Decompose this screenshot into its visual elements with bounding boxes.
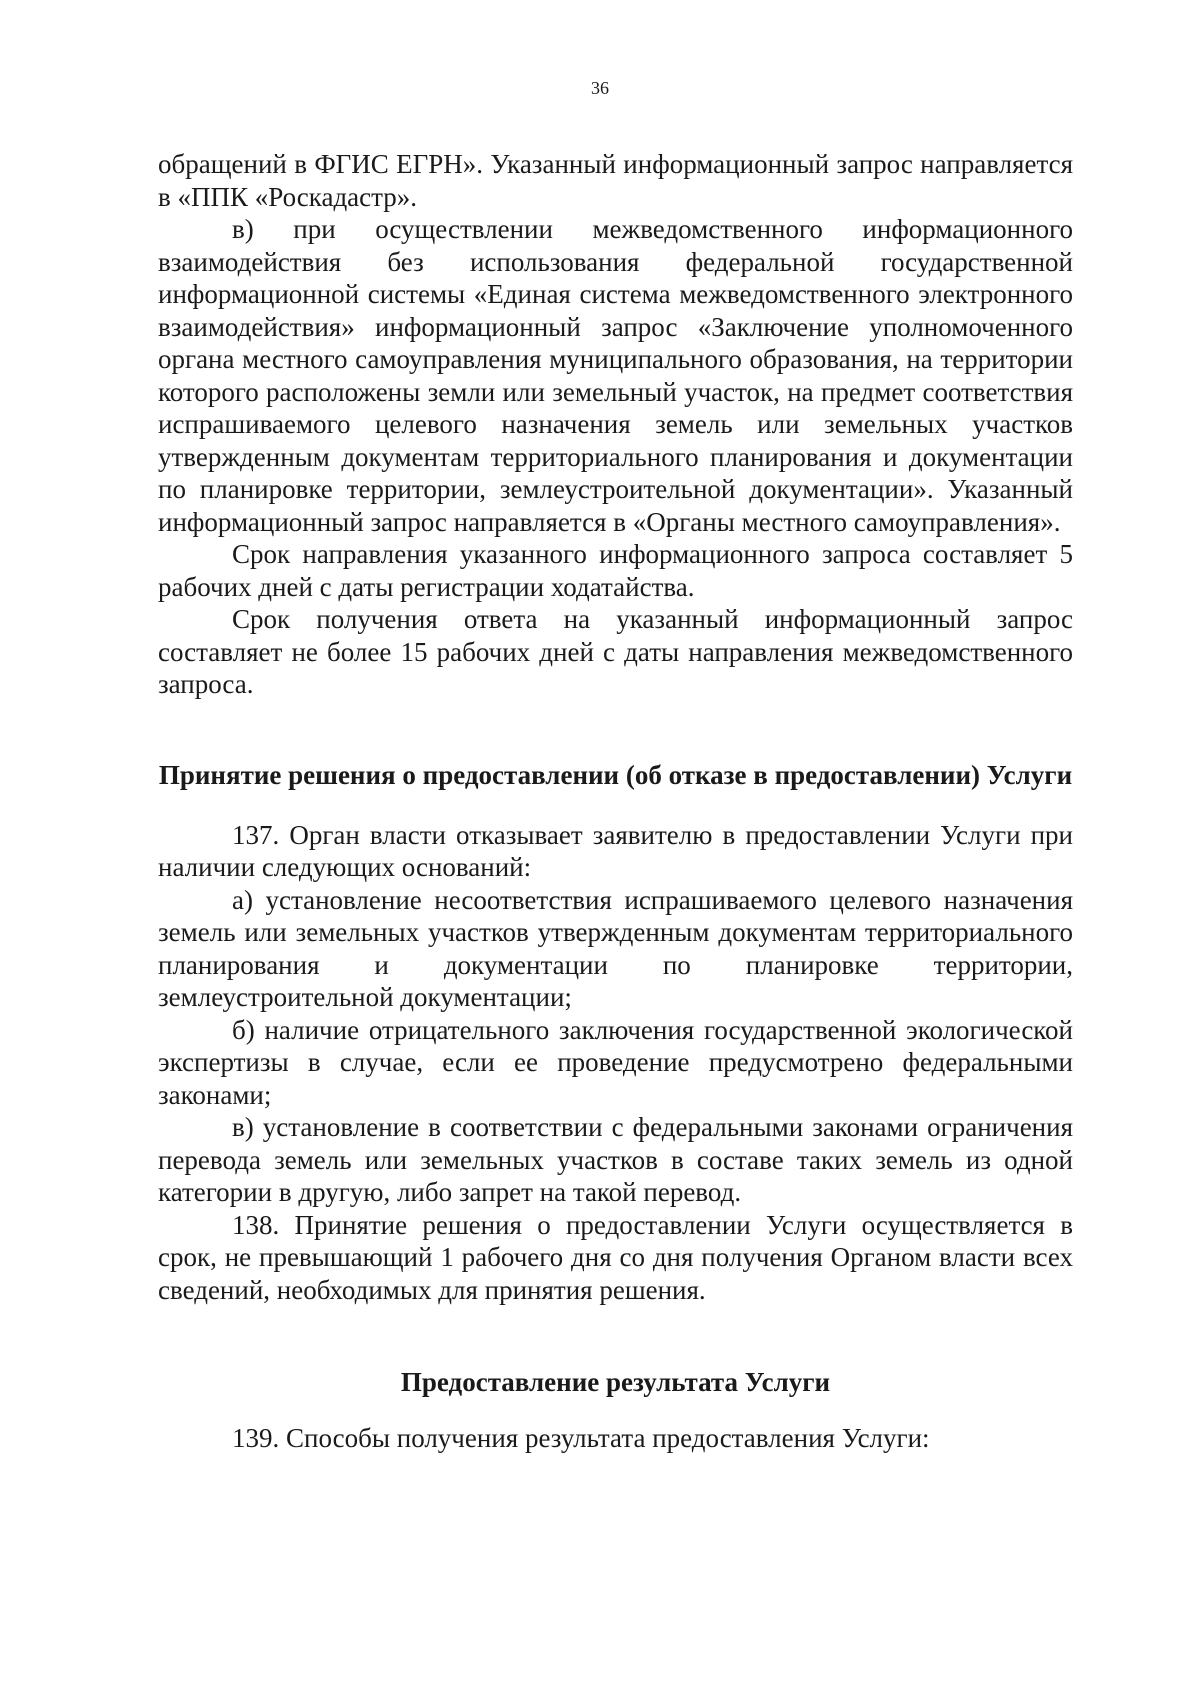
paragraph-137-a: а) установление несоответствия испрашиваемого целевого назначения земель или земельных участков утвержденным документам территориального планирования и документации по планировке территории, землеустроительной документации;	[158, 884, 1073, 1012]
paragraph-138: 138. Принятие решения о предоставлении Услуги осуществляется в срок, не превышающий 1 рабочего дня со дня получения Органом власти всех сведений, необходимых для принятия решения.	[158, 1209, 1073, 1305]
paragraph-response-term: Срок получения ответа на указанный информационный запрос составляет не более 15 рабочих дней с даты направления межведомственного запроса.	[158, 604, 1073, 699]
section-heading-decision: Принятие решения о предоставлении (об отказе в предоставлении) Услуги	[158, 759, 1073, 790]
section-heading-result: Предоставление результата Услуги	[400, 1367, 831, 1397]
document-body	[158, 148, 1073, 1455]
paragraph-continued: обращений в ФГИС ЕГРН». Указанный информационный запрос направляется в «ППК «Роскадастр».	[158, 149, 1073, 212]
paragraph-139: 139. Способы получения результата предоставления Услуги:	[232, 1423, 930, 1453]
paragraph-item-v: в) при осуществлении межведомственного информационного взаимодействия без использования федеральной государственной информационной системы «Единая система межведомственного электронного взаимодействия» информационный запрос «Заключение уполномоченного органа местного самоуправления муниципального образования, на территории которого расположены земли или земельный участок, на предмет соответствия испрашиваемого целевого назначения земель или земельных участков утвержденным документам территориального планирования и документации по планировке территории, землеустроительной документации». Указанный информационный запрос направляется в «Органы местного самоуправления».	[158, 214, 1073, 537]
paragraph-137-v: в) установление в соответствии с федеральными законами ограничения перевода земель или земельных участков в составе таких земель из одной категории в другую, либо запрет на такой перевод.	[158, 1112, 1073, 1207]
paragraph-137: 137. Орган власти отказывает заявителю в предоставлении Услуги при наличии следующих оснований:	[158, 819, 1073, 882]
paragraph-137-b: б) наличие отрицательного заключения государственной экологической экспертизы в случае, если ее проведение предусмотрено федеральными законами;	[158, 1014, 1073, 1110]
page-number: 36	[591, 78, 609, 98]
paragraph-request-term: Срок направления указанного информационного запроса составляет 5 рабочих дней с даты регистрации ходатайства.	[158, 539, 1073, 602]
